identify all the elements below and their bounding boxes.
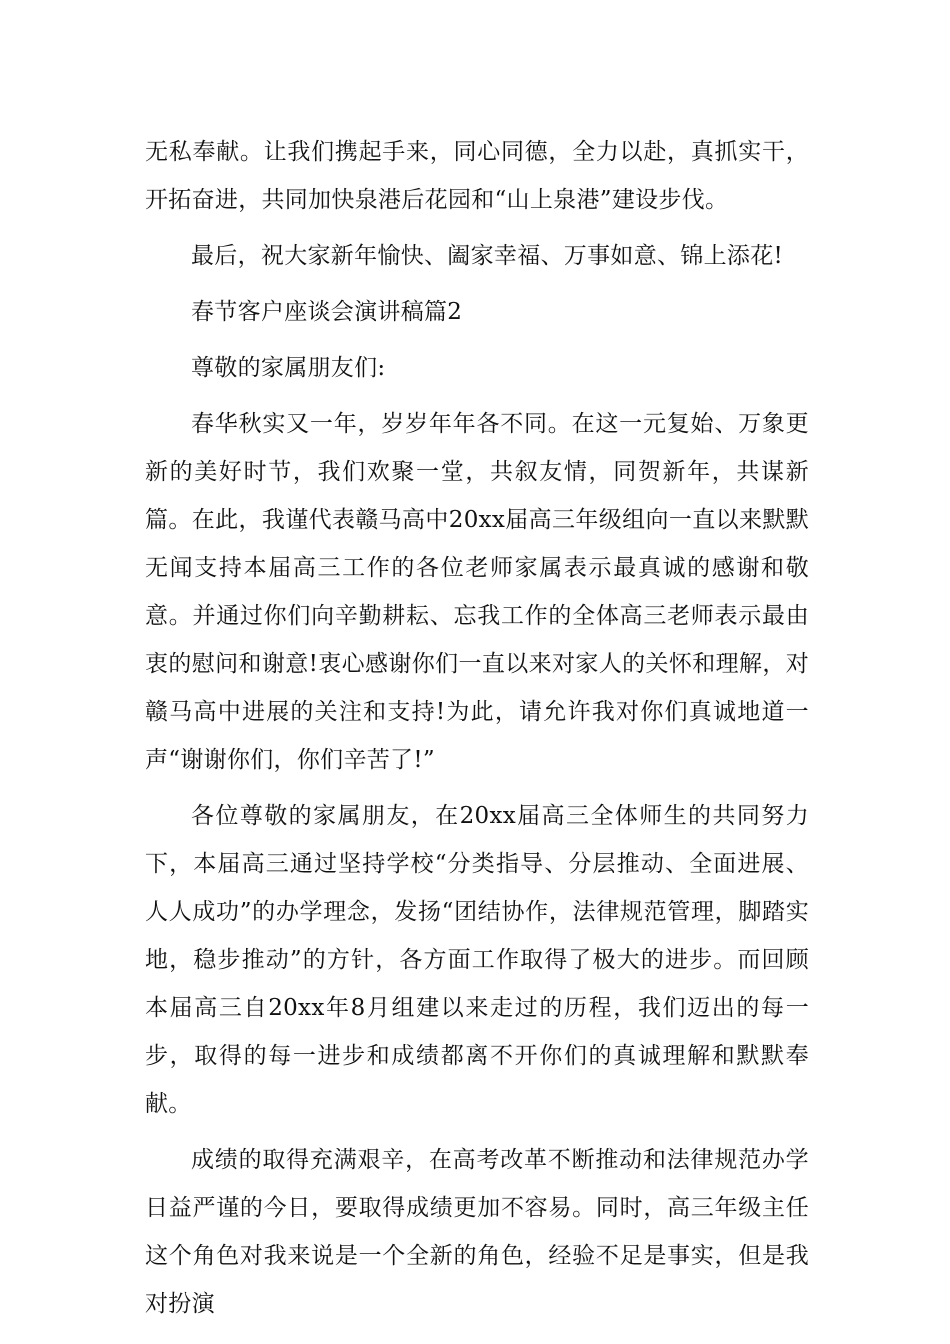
- paragraph-closing-wishes: 最后，祝大家新年愉快、阖家幸福、万事如意、锦上添花!: [191, 243, 784, 269]
- paragraph-achievements: 成绩的取得充满艰辛，在高考改革不断推动和法律规范办学日益严谨的今日，要取得成绩更加不容易。同时，高三年级主任这个角色对我来说是一个全新的角色，经验不足是事实，但是我对扮演: [145, 1147, 809, 1317]
- section-heading: 春节客户座谈会演讲稿篇2: [191, 299, 463, 325]
- paragraph-greeting: 春华秋实又一年，岁岁年年各不同。在这一元复始、万象更新的美好时节，我们欢聚一堂，共叙友情，同贺新年，共谋新篇。在此，我谨代表赣马高中20xx届高三年级组向一直以来默默无闻支持本届高三工作的各位老师家属表示最真诚的感谢和敬意。并通过你们向辛勤耕耘、忘我工作的全体高三老师表示最由衷的慰问和谢意!衷心感谢你们一直以来对家人的关怀和理解，对赣马高中进展的关注和支持!为此，请允许我对你们真诚地道一声“谢谢你们，你们辛苦了!”: [145, 411, 809, 773]
- paragraph-continuation: 无私奉献。让我们携起手来，同心同德，全力以赴，真抓实干，开拓奋进，共同加快泉港后花园和“山上泉港”建设步伐。: [145, 139, 809, 213]
- paragraph-progress: 各位尊敬的家属朋友，在20xx届高三全体师生的共同努力下，本届高三通过坚持学校“分类指导、分层推动、全面进展、人人成功”的办学理念，发扬“团结协作，法律规范管理，脚踏实地，稳步推动”的方针，各方面工作取得了极大的进步。而回顾本届高三自20xx年8月组建以来走过的历程，我们迈出的每一步，取得的每一进步和成绩都离不开你们的真诚理解和默默奉献。: [145, 803, 809, 1117]
- salutation: 尊敬的家属朋友们:: [191, 355, 386, 381]
- document-body: [145, 128, 809, 1328]
